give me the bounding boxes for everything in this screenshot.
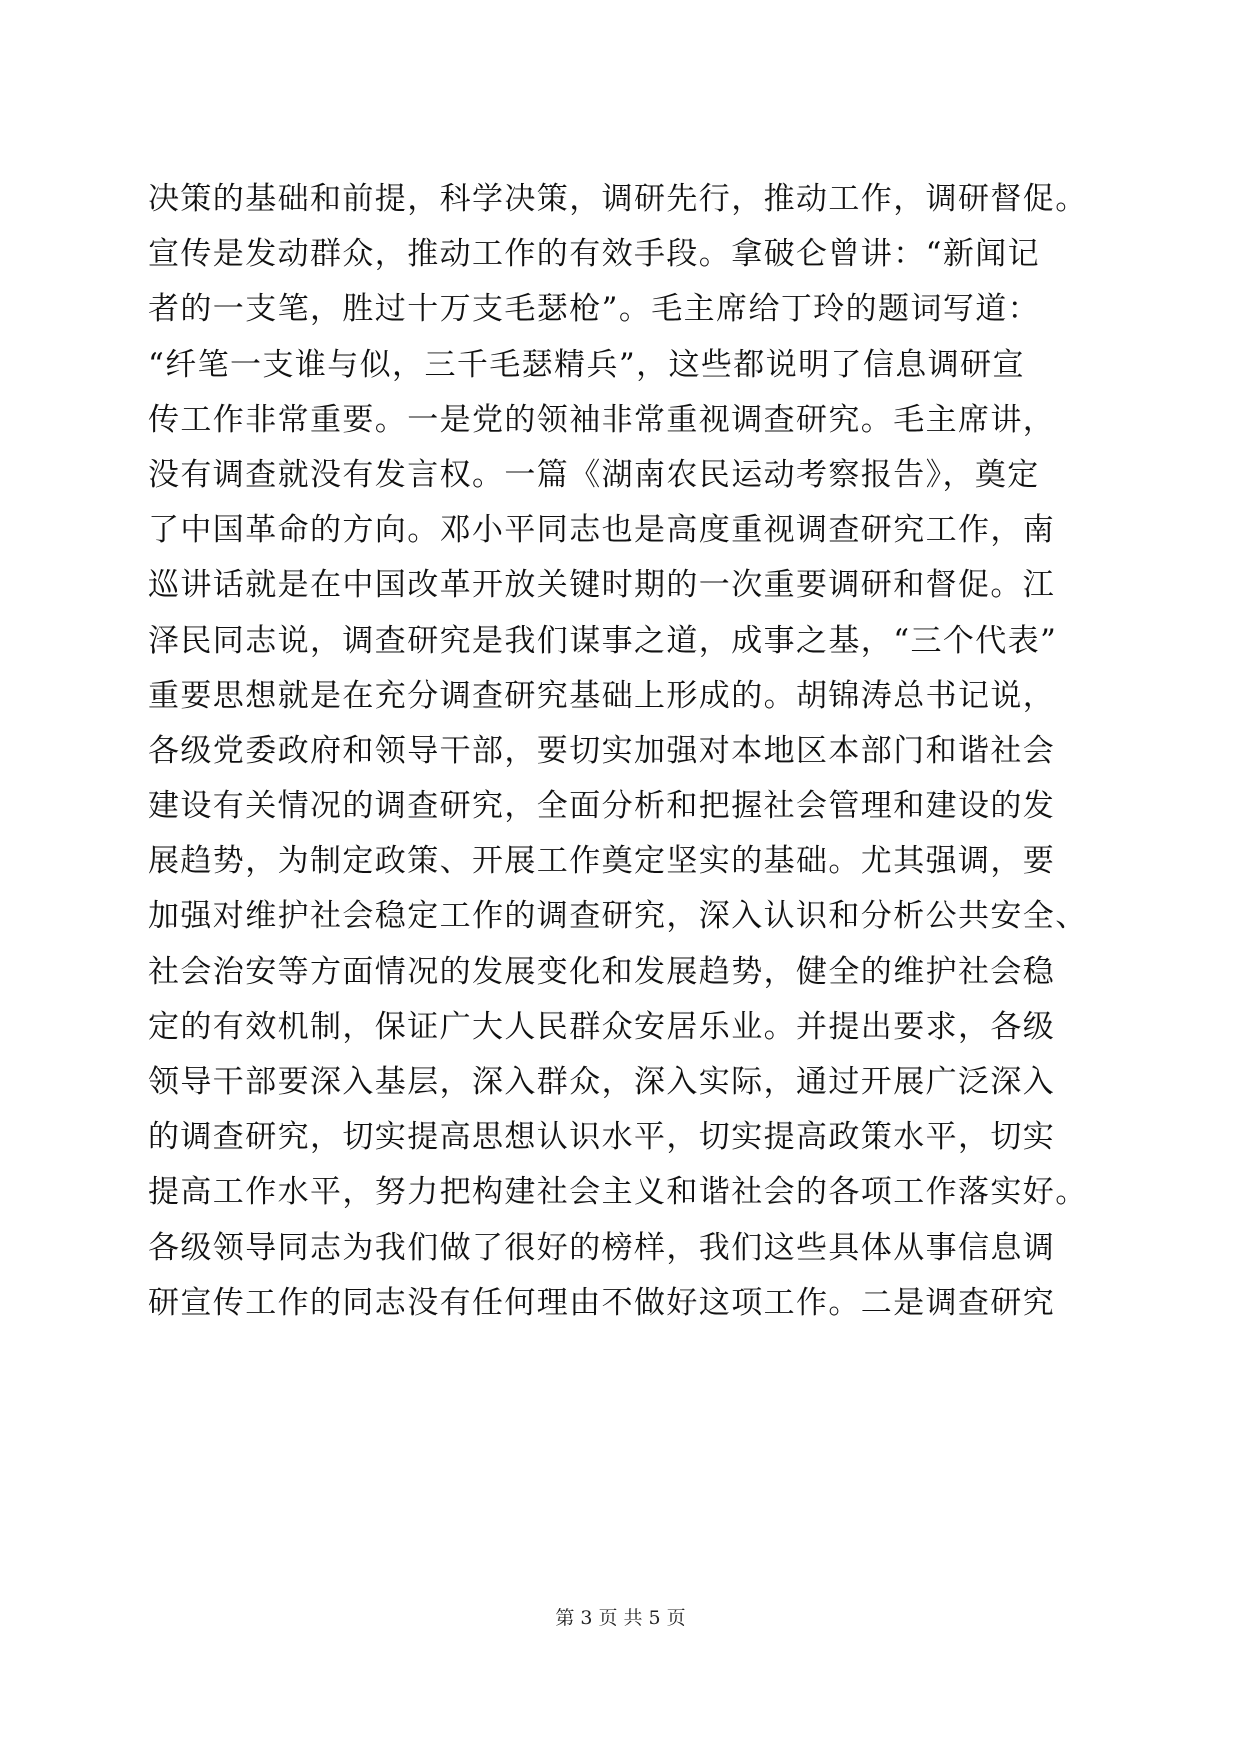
text-line: 巡讲话就是在中国改革开放关键时期的一次重要调研和督促。江 <box>148 567 1056 604</box>
page-number-indicator: 第 3 页 共 5 页 <box>555 1607 686 1629</box>
text-line: 传工作非常重要。一是党的领袖非常重视调查研究。毛主席讲， <box>148 401 1056 438</box>
text-line: 建设有关情况的调查研究，全面分析和把握社会管理和建设的发 <box>148 788 1056 825</box>
text-line: 者的一支笔，胜过十万支毛瑟枪”。毛主席给丁玲的题词写道： <box>148 291 1041 328</box>
text-line: 社会治安等方面情况的发展变化和发展趋势，健全的维护社会稳 <box>148 953 1056 990</box>
text-line: 领导干部要深入基层，深入群众，深入实际，通过开展广泛深入 <box>148 1064 1056 1100</box>
page-footer <box>0 1603 1241 1630</box>
text-line: 决策的基础和前提，科学决策，调研先行，推动工作，调研督促。 <box>148 181 1088 217</box>
text-line: 各级领导同志为我们做了很好的榜样，我们这些具体从事信息调 <box>148 1229 1056 1266</box>
text-line: 了中国革命的方向。邓小平同志也是高度重视调查研究工作，南 <box>148 512 1056 549</box>
text-line: 重要思想就是在充分调查研究基础上形成的。胡锦涛总书记说， <box>148 677 1056 714</box>
text-line: 的调查研究，切实提高思想认识水平，切实提高政策水平，切实 <box>148 1119 1056 1156</box>
text-line: 展趋势，为制定政策、开展工作奠定坚实的基础。尤其强调，要 <box>148 843 1056 880</box>
text-line: 各级党委政府和领导干部，要切实加强对本地区本部门和谐社会 <box>148 732 1056 769</box>
text-line: 定的有效机制，保证广大人民群众安居乐业。并提出要求，各级 <box>148 1008 1056 1045</box>
text-line: 泽民同志说，调查研究是我们谋事之道，成事之基，“三个代表” <box>148 622 1058 659</box>
text-line: 宣传是发动群众，推动工作的有效手段。拿破仑曾讲：“新闻记 <box>148 236 1041 273</box>
text-line: “纤笔一支谁与似，三千毛瑟精兵”，这些都说明了信息调研宣 <box>148 346 1025 383</box>
body-text <box>148 172 1098 1331</box>
text-line: 加强对维护社会稳定工作的调查研究，深入认识和分析公共安全、 <box>148 898 1088 935</box>
text-line: 研宣传工作的同志没有任何理由不做好这项工作。二是调查研究 <box>148 1284 1056 1321</box>
text-line: 没有调查就没有发言权。一篇《湖南农民运动考察报告》，奠定 <box>148 456 1040 493</box>
text-line: 提高工作水平，努力把构建社会主义和谐社会的各项工作落实好。 <box>148 1174 1088 1211</box>
